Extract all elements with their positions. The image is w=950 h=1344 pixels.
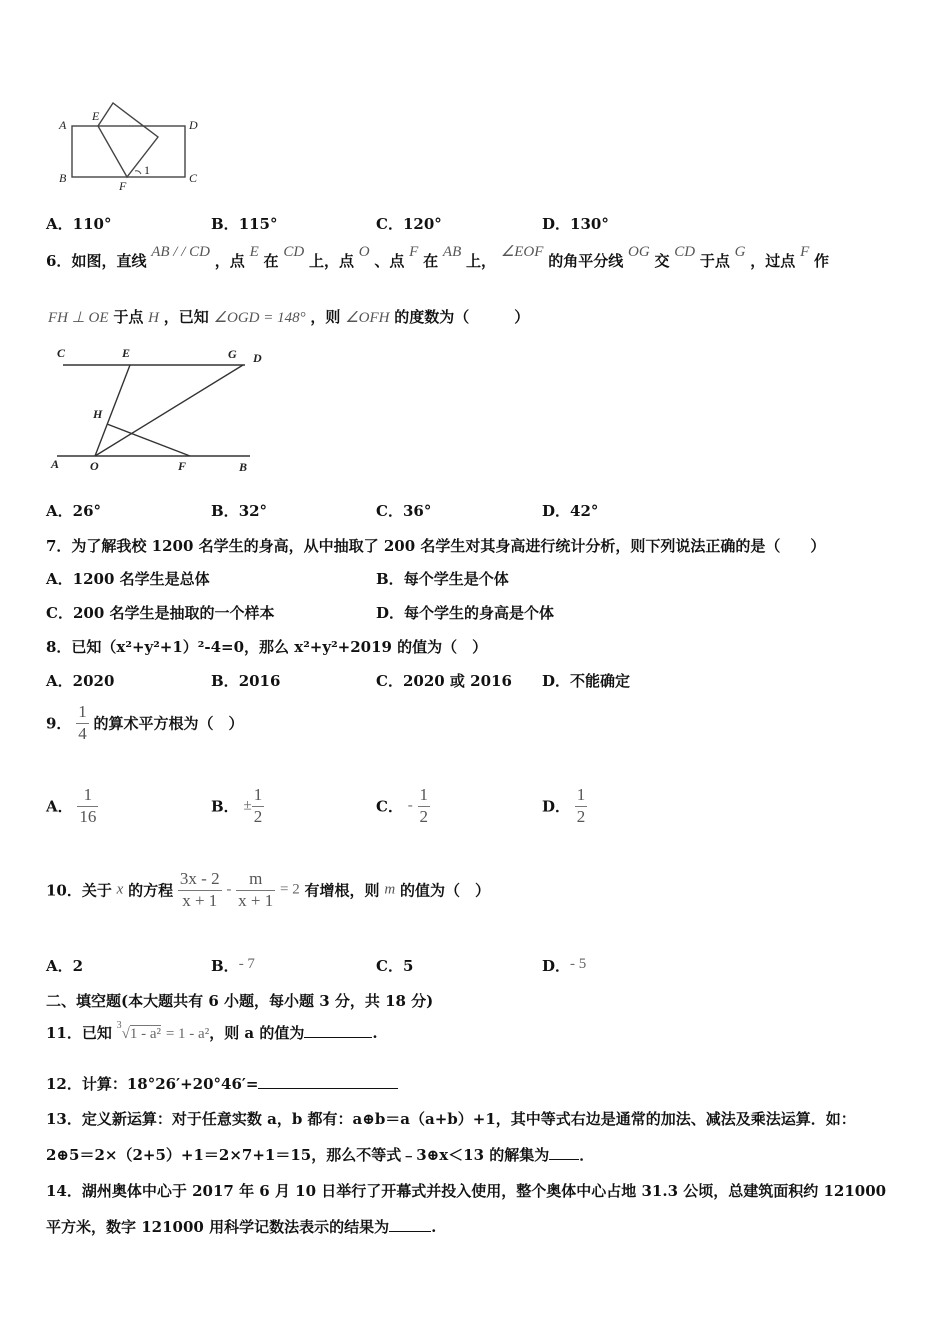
q9-fraction: $\frac{1}{4}$ bbox=[78, 702, 87, 743]
q8-stem: 8．已知（x²+y²+1）²-4=0，那么 x²+y²+2019 的值为（ ） bbox=[46, 638, 488, 656]
q7-option-b: B．每个学生是个体 bbox=[376, 570, 509, 588]
q12-stem: 12．计算：18°26′+20°46′= bbox=[46, 1073, 398, 1094]
q13-line1: 13．定义新运算：对于任意实数 a，b 都有：a⊕b＝a（a+b）+1，其中等式右边是通常的加法、减法及乘法运算．如： bbox=[46, 1110, 856, 1128]
q8-option-c: C．2020 或 2016 bbox=[376, 672, 512, 690]
q11-stem: 11．已知 $^3$√1 - a² = 1 - a²，则 a 的值为 . bbox=[46, 1020, 378, 1042]
q7-stem: 7．为了解我校 1200 名学生的身高，从中抽取了 200 名学生对其身高进行统计分析，则下列说法正确的是（ ） bbox=[46, 537, 826, 555]
label-B: B bbox=[59, 171, 67, 185]
label-A: A bbox=[59, 118, 67, 132]
q7-option-a: A．1200 名学生是总体 bbox=[46, 570, 210, 588]
q14-answer-blank[interactable] bbox=[389, 1217, 431, 1232]
q6-option-d: D．42° bbox=[542, 502, 599, 520]
q10-option-b: B．- 7 bbox=[211, 956, 255, 975]
q8-option-a: A．2020 bbox=[46, 672, 115, 690]
q13-line2: 2⊕5＝2×（2+5）+1＝2×7+1＝15，那么不等式﹣3⊕x＜13 的解集为 ． bbox=[46, 1146, 595, 1164]
label-C: C bbox=[189, 171, 198, 185]
q13-answer-blank[interactable] bbox=[549, 1145, 579, 1160]
q6-option-c: C．36° bbox=[376, 502, 432, 520]
q14-line1: 14．湖州奥体中心于 2017 年 6 月 10 日举行了开幕式并投入使用，整个奥体中心占地 31.3 公顷，总建筑面积约 121000 bbox=[46, 1182, 887, 1200]
label-A: A bbox=[51, 457, 60, 471]
q5-option-c: C．120° bbox=[376, 215, 442, 233]
q7-option-c: C．200 名学生是抽取的一个样本 bbox=[46, 604, 275, 622]
q5-option-b: B．115° bbox=[211, 215, 278, 233]
q6-option-a: A．26° bbox=[46, 502, 102, 520]
label-angle-1: 1 bbox=[144, 163, 150, 177]
q10-stem: 10．关于 x 的方程 $\frac{3x - 2}{x + 1}$ - $\frac{m}{x + 1}$ = 2 有增根，则 m 的值为（ ） bbox=[46, 869, 490, 910]
q14-line2: 平方米，数字 121000 用科学记数法表示的结果为 . bbox=[46, 1218, 437, 1236]
q6-option-b: B．32° bbox=[211, 502, 268, 520]
label-C: C bbox=[57, 346, 66, 360]
q8-option-b: B．2016 bbox=[211, 672, 281, 690]
q7-option-d: D．每个学生的身高是个体 bbox=[376, 604, 555, 622]
label-F: F bbox=[119, 179, 127, 193]
figure-q5-rectangle-fold bbox=[55, 98, 205, 193]
label-E: E bbox=[92, 109, 100, 123]
q8-option-d: D．不能确定 bbox=[542, 672, 631, 690]
q9-option-c: C． - $\frac{1}{2}$ bbox=[376, 785, 429, 826]
label-O: O bbox=[90, 459, 99, 473]
section-heading-fill-in: 二、填空题(本大题共有 6 小题，每小题 3 分，共 18 分) bbox=[46, 992, 434, 1010]
q9-option-a: A． $\frac{1}{16}$ bbox=[46, 785, 97, 826]
q6-stem-line1: 6．如图，直线 AB / / CD ，点 E 在 CD 上，点 O 、点 F 在 AB 上， ∠EOF 的角平分线 OG 交 CD 于点 G ，过点 F 作 bbox=[46, 244, 830, 270]
label-E: E bbox=[122, 346, 131, 360]
label-D: D bbox=[189, 118, 198, 132]
q9-stem: 9． $\frac{1}{4}$ 的算术平方根为（ ） bbox=[46, 702, 244, 743]
figure-q6-parallel-lines bbox=[45, 338, 275, 478]
q5-option-d: D．130° bbox=[542, 215, 609, 233]
q11-answer-blank[interactable] bbox=[304, 1023, 372, 1038]
label-F: F bbox=[178, 459, 187, 473]
q12-answer-blank[interactable] bbox=[258, 1074, 398, 1089]
label-H: H bbox=[93, 407, 103, 421]
label-G: G bbox=[228, 347, 237, 361]
q10-option-d: D．- 5 bbox=[542, 956, 587, 975]
q10-option-c: C．5 bbox=[376, 957, 414, 975]
q9-option-b: B． ± $\frac{1}{2}$ bbox=[211, 785, 263, 826]
label-D: D bbox=[253, 351, 262, 365]
q6-stem-line2: FH ⊥ OE 于点 H ，已知 ∠OGD = 148° ，则 ∠OFH 的度数为（ ） bbox=[48, 308, 530, 326]
q9-option-d: D． $\frac{1}{2}$ bbox=[542, 785, 586, 826]
q5-option-a: A．110° bbox=[46, 215, 112, 233]
q10-option-a: A．2 bbox=[46, 957, 84, 975]
label-B: B bbox=[239, 460, 248, 474]
